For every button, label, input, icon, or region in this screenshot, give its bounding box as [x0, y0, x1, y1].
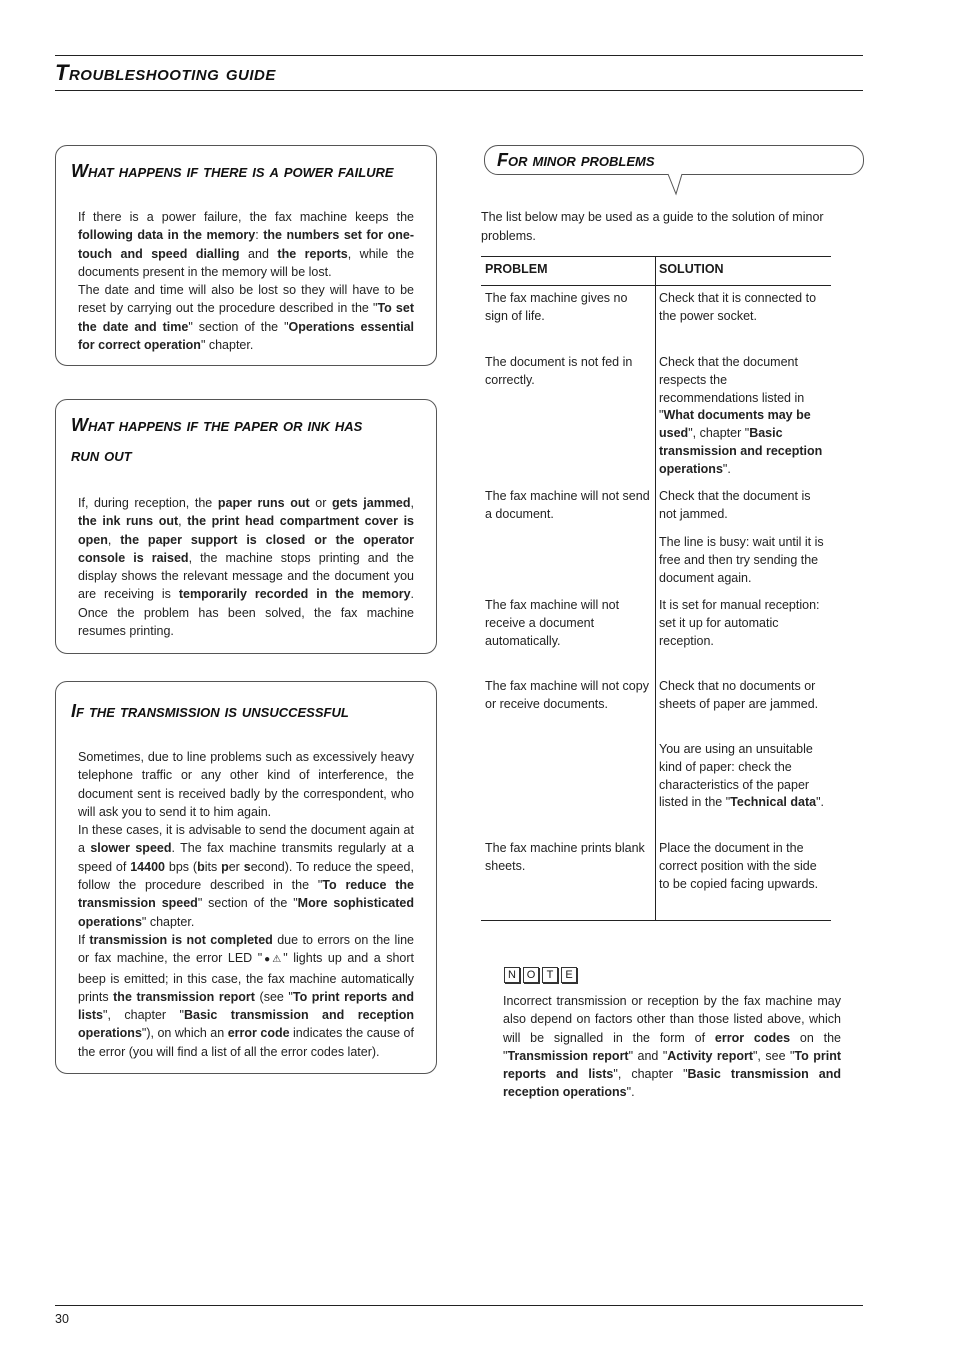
table-bottom-rule — [481, 920, 831, 921]
bold-text: What documents may be used — [659, 408, 811, 441]
bold-text: Operations essential for correct operation — [78, 319, 414, 353]
note-body — [503, 992, 841, 1102]
text-run: The document is not fed in correctly. — [485, 355, 633, 387]
problem-cell — [485, 840, 651, 876]
transmission-paragraph-3 — [78, 931, 414, 1061]
bold-text: transmission is not completed — [89, 932, 273, 947]
text-run: ", chapter " — [613, 1067, 688, 1082]
solution-cell — [659, 534, 827, 587]
text-run: " lights up and a short beep is emitted; in this case, the fax machine automatically prints — [78, 951, 414, 1004]
solution-cell — [659, 840, 827, 893]
error-led-icon: ●⚠ — [262, 954, 284, 966]
text-run: The fax machine will not send a document. — [485, 489, 650, 521]
text-run: The fax machine will not receive a document automatically. — [485, 598, 620, 648]
text-run: The fax machine will not copy or receive documents. — [485, 679, 649, 711]
power-failure-box — [55, 145, 437, 366]
power-failure-paragraph-2 — [78, 281, 414, 354]
problem-cell — [485, 354, 651, 390]
solution-cell — [659, 290, 827, 326]
bold-text: the print head compartment cover is open — [78, 514, 414, 547]
text-run: Place the document in the correct position with the side to be copied facing upwards. — [659, 841, 819, 891]
note-key-n: N — [504, 967, 520, 983]
solution-cell — [659, 678, 827, 714]
text-run: ". — [626, 1085, 635, 1100]
power-failure-body — [78, 208, 414, 354]
text-run: er — [228, 859, 244, 874]
bold-text: slower speed — [90, 841, 172, 856]
text-run: Check that it is connected to the power socket. — [659, 291, 817, 323]
solution-cell — [659, 488, 827, 524]
bold-text: To print reports and lists — [503, 1048, 841, 1082]
table-header-rule — [481, 285, 831, 286]
bold-text: the ink runs out — [78, 514, 179, 529]
bold-text: Technical data — [730, 795, 817, 810]
text-run: Sometimes, due to line problems such as excessively heavy telephone traffic or any other kind of interference, the document sent is received badly by the correspondent, who will ask you to send it to him again. — [78, 750, 414, 819]
text-run: "), on which an — [141, 1026, 228, 1041]
text-run: If, during reception, the — [78, 496, 218, 510]
minor-problems-heading — [484, 145, 864, 175]
text-run: You are using an unsuitable kind of paper: check the characteristics of the paper listed in the " — [659, 742, 813, 810]
problem-column-header: PROBLEM — [485, 262, 548, 276]
bold-text: gets jammed — [331, 496, 411, 510]
text-run: econd). To reduce the speed, follow the procedure described in the " — [78, 859, 414, 893]
transmission-body — [78, 748, 414, 1061]
note-key-t: T — [542, 967, 558, 983]
solution-cell — [659, 741, 827, 812]
text-run: . Once the problem has been solved, the fax machine resumes printing. — [78, 587, 415, 639]
paper-ink-body — [78, 494, 414, 640]
bold-text: Basic transmission and reception operations — [659, 426, 823, 476]
transmission-paragraph-1 — [78, 748, 414, 821]
problem-cell — [485, 488, 651, 524]
text-run: The fax machine gives no sign of life. — [485, 291, 628, 323]
text-run: or — [309, 496, 332, 510]
paper-ink-box — [55, 399, 437, 654]
text-run: ", see " — [753, 1048, 795, 1063]
text-run: . The fax machine transmits regularly at a speed of — [78, 841, 414, 874]
note-key-e: E — [561, 967, 577, 983]
text-run: It is set for manual reception: set it up for automatic reception. — [659, 598, 820, 648]
bold-text: To set the date and time — [78, 301, 414, 334]
text-run: ". — [722, 461, 731, 476]
text-run: , — [410, 496, 414, 510]
bold-text: paper runs out — [217, 496, 310, 510]
text-run: bps ( — [165, 859, 198, 874]
bold-text: temporarily recorded in the memory — [178, 587, 411, 602]
text-run: Check that the document is not jammed. — [659, 489, 811, 521]
bold-text: b — [197, 859, 205, 874]
problem-cell — [485, 678, 651, 714]
text-run: Check that the document respects the recommendations listed in " — [659, 355, 805, 423]
problems-table — [481, 256, 831, 921]
table-top-rule — [481, 256, 831, 257]
transmission-box — [55, 681, 437, 1074]
text-run: The line is busy: wait until it is free and then try sending the document again. — [659, 535, 824, 585]
text-run: In these cases, it is advisable to send the document again at a — [78, 823, 414, 856]
text-run: " section of the " — [188, 319, 289, 334]
text-run: : — [255, 228, 264, 243]
heading-pointer-icon — [666, 173, 690, 197]
text-run: " chapter. — [200, 338, 254, 353]
transmission-paragraph-2 — [78, 821, 414, 931]
header-top-rule — [55, 55, 863, 56]
text-run: and — [239, 246, 278, 261]
problem-cell — [485, 290, 651, 326]
bold-text: error codes — [714, 1030, 791, 1045]
text-run: If there is a power failure, the fax machine keeps the — [78, 210, 414, 224]
paper-ink-paragraph-1 — [78, 494, 414, 640]
text-run: , — [178, 514, 188, 529]
solution-cell — [659, 354, 827, 479]
bold-text: Basic transmission and reception operations — [78, 1008, 414, 1041]
power-failure-paragraph-1 — [78, 208, 414, 281]
header-bottom-rule — [55, 90, 863, 91]
footer-rule — [55, 1305, 863, 1306]
bold-text: the numbers set for one-touch and speed dialling — [78, 228, 414, 261]
bold-text: Basic transmission and reception operations — [503, 1067, 841, 1100]
text-run: on the " — [503, 1030, 841, 1063]
text-run: (see " — [254, 989, 293, 1004]
text-run: ", chapter " — [688, 426, 750, 441]
bold-text: More sophisticated operations — [78, 896, 414, 929]
text-run: Incorrect transmission or reception by the fax machine may also depend on factors other than those listed above, which will be signalled in the form of — [503, 994, 841, 1045]
text-run: " section of the " — [197, 896, 298, 911]
minor-problems-intro: The list below may be used as a guide to the solution of minor problems. — [481, 210, 824, 243]
solution-cell — [659, 597, 827, 650]
table-column-divider — [655, 256, 656, 921]
text-run: " and " — [628, 1048, 668, 1063]
paper-ink-title-line2: run out — [71, 445, 132, 465]
text-run: , — [107, 532, 121, 547]
bold-text: the transmission report — [113, 989, 255, 1004]
page-number: 30 — [55, 1312, 69, 1326]
text-run: , while the documents present in the memory will be lost. — [78, 246, 415, 279]
page-title: Troubleshooting guide — [55, 60, 276, 85]
text-run: its — [204, 859, 222, 874]
problem-cell — [485, 597, 651, 650]
text-run: due to errors on the line or fax machine, the error LED " — [78, 932, 415, 966]
transmission-title: If the transmission is unsuccessful — [71, 701, 349, 721]
bold-text: To reduce the transmission speed — [78, 878, 415, 911]
bold-text: following data in the memory — [78, 228, 256, 243]
bold-text: Activity report — [667, 1048, 753, 1063]
paper-ink-title-line1: What happens if the paper or ink has — [71, 415, 363, 435]
bold-text: the paper support is closed or the operator console is raised — [78, 532, 414, 565]
bold-text: Transmission report — [507, 1048, 629, 1063]
bold-text: 14400 — [130, 859, 165, 874]
note-label — [504, 967, 577, 983]
minor-problems-title: For minor problems — [497, 150, 655, 170]
text-run: If — [78, 932, 90, 947]
bold-text: the reports — [277, 246, 348, 261]
text-run: ", chapter " — [103, 1008, 184, 1023]
text-run: indicates the cause of the error (you will find a list of all the error codes later). — [78, 1026, 414, 1059]
text-run: " chapter. — [141, 914, 195, 929]
text-run: , the machine stops printing and the display shows the relevant message and the document you are receiving is — [78, 550, 415, 602]
text-run: The fax machine prints blank sheets. — [485, 841, 645, 873]
text-run: ". — [816, 795, 824, 810]
bold-text: error code — [227, 1026, 290, 1041]
text-run: The date and time will also be lost so they will have to be reset by carrying out the procedure described in the " — [78, 283, 414, 316]
power-failure-title: What happens if there is a power failure — [71, 161, 394, 181]
bold-text: p — [221, 859, 229, 874]
bold-text: To print reports and lists — [78, 989, 414, 1023]
bold-text: s — [243, 859, 251, 874]
text-run: Check that no documents or sheets of paper are jammed. — [659, 679, 819, 711]
solution-column-header: SOLUTION — [659, 262, 724, 276]
note-key-o: O — [523, 967, 539, 983]
